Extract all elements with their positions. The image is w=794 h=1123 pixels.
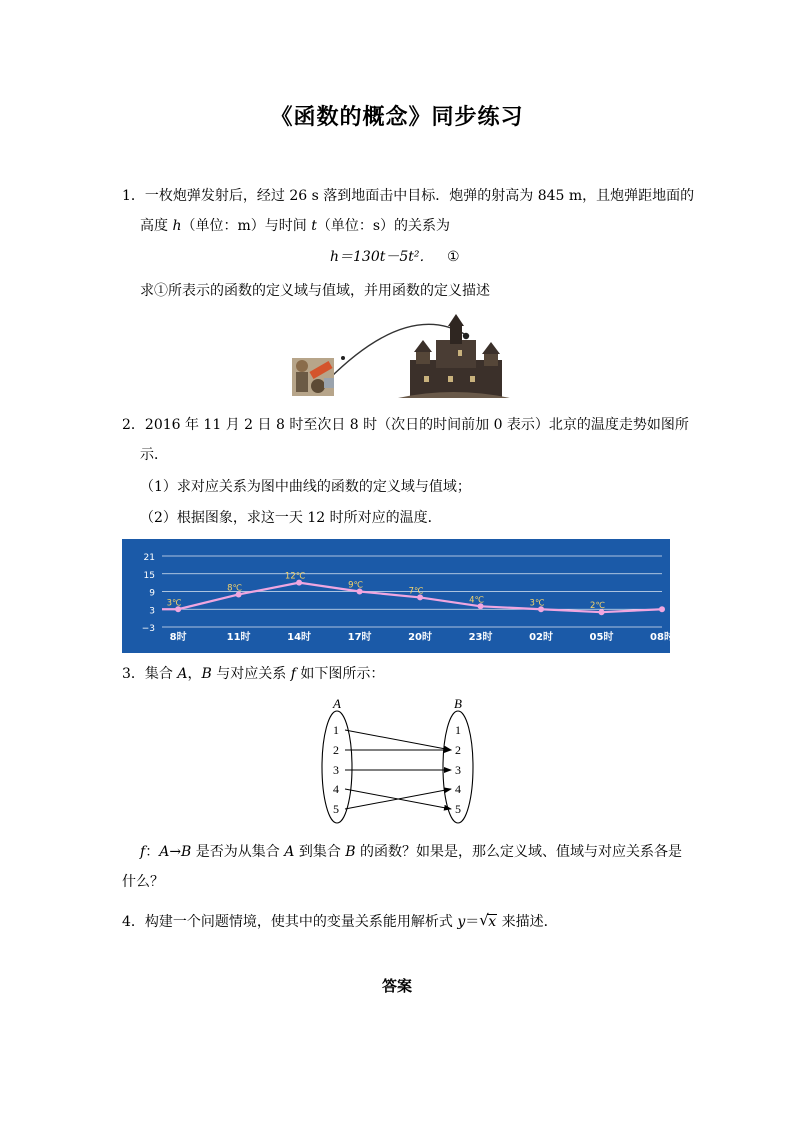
data-label: 3℃	[166, 598, 182, 609]
y-tick-label: 21	[143, 553, 155, 563]
q4-line	[122, 912, 558, 932]
q1-formula: h＝130t－5t²．	[330, 249, 434, 265]
y-tick-label: 3	[149, 606, 155, 617]
q1-text-unit-m: （单位：m）与时间	[181, 218, 312, 234]
page-title: 《函数的概念》同步练习	[270, 105, 524, 130]
q1-formula-tag: ①	[447, 249, 460, 265]
q3-q-text-2: 到集合	[294, 844, 346, 860]
q2-sub-2: （2）根据图象，求这一天 12 时所对应的温度．	[140, 510, 442, 526]
q1-var-t: t	[311, 218, 317, 234]
data-label: 4℃	[469, 595, 485, 606]
q4-text-b: 来描述．	[497, 914, 558, 930]
q3-q-f: f	[140, 844, 146, 860]
sqrt-symbol	[479, 912, 497, 932]
x-tick-label: 14时	[287, 632, 312, 643]
q3-q-A: A	[159, 844, 170, 860]
q3-q-colon: ：	[145, 844, 160, 860]
q3-q-text-1: 是否为从集合	[191, 844, 285, 860]
castle-icon	[398, 314, 510, 398]
temperature-chart-svg	[122, 539, 674, 653]
q3-text-set: 3．集合	[122, 666, 178, 682]
q3-map-f: f	[290, 666, 296, 682]
q1-line-4: 求①所表示的函数的定义域与值域，并用函数的定义描述	[140, 283, 490, 299]
shell-head	[463, 333, 469, 339]
cannon-illustration	[288, 310, 510, 400]
mapping-arrow	[345, 730, 451, 750]
q3-q-A2: A	[284, 844, 295, 860]
cannon-castle-image	[288, 310, 510, 400]
x-tick-label: 05时	[589, 632, 614, 643]
answer-heading: 答案	[381, 977, 412, 995]
set-a-label: A	[333, 696, 341, 711]
data-label: 3℃	[529, 598, 545, 609]
data-label: 8℃	[227, 583, 243, 594]
mapping-diagram-svg	[313, 695, 483, 825]
q3-question-line-2: 什么？	[122, 874, 164, 890]
q3-q-B: B	[181, 844, 192, 860]
q3-question-line-1	[140, 842, 682, 862]
q1-text-relation: （单位：s）的关系为	[316, 218, 451, 234]
data-label: 2℃	[590, 601, 606, 612]
q3-q-text-3: 的函数？如果是，那么定义域、值域与对应关系各是	[355, 844, 683, 860]
cannon-soldier-icon	[292, 358, 334, 396]
x-tick-label: 23时	[468, 632, 493, 643]
q3-set-a: A	[177, 666, 188, 682]
q3-q-B2: B	[345, 844, 356, 860]
x-tick-label: 02时	[529, 632, 553, 643]
data-label: 9℃	[348, 580, 364, 591]
set-b-element: 2	[455, 743, 461, 757]
q1-line-1: 1．一枚炮弹发射后，经过 26 s 落到地面击中目标．炮弹的射高为 845 m，且炮弹距地面的	[122, 188, 695, 204]
x-tick-label: 11时	[226, 632, 251, 643]
set-b-element: 4	[455, 782, 461, 796]
set-b-element: 3	[455, 763, 461, 777]
q1-text-height: 高度	[140, 218, 173, 234]
q3-text-figure: 如下图所示：	[295, 666, 385, 682]
x-tick-label: 20时	[408, 632, 433, 643]
set-a-element: 4	[333, 782, 339, 796]
mapping-diagram	[313, 695, 483, 825]
y-tick-label: −3	[141, 624, 155, 634]
q1-line-2	[140, 216, 450, 236]
temperature-chart	[122, 539, 674, 653]
q3-line-1	[122, 664, 384, 684]
set-b-element: 5	[455, 802, 461, 816]
q2-line-2: 示．	[140, 447, 168, 463]
set-a-element: 5	[333, 802, 339, 816]
x-tick-label: 17时	[347, 632, 372, 643]
q2-sub-1: （1）求对应关系为图中曲线的函数的定义域与值域；	[140, 479, 471, 495]
x-tick-label: 08时	[650, 632, 674, 643]
q3-q-arrow: →	[169, 844, 182, 860]
set-b-label: B	[454, 696, 462, 711]
set-a-element: 2	[333, 743, 339, 757]
q3-set-b: B	[201, 666, 212, 682]
set-a-element: 1	[333, 723, 339, 737]
data-label: 12℃	[284, 571, 306, 582]
q4-text-a: 4．构建一个问题情境，使其中的变量关系能用解析式	[122, 914, 458, 930]
y-tick-label: 9	[149, 588, 155, 599]
radical-sign-icon: √	[479, 911, 489, 929]
set-b-element: 1	[455, 723, 461, 737]
shell-dot	[341, 356, 345, 360]
data-point	[659, 606, 665, 612]
x-tick-label: 8时	[169, 632, 187, 643]
q2-line-1: 2．2016 年 11 月 2 日 8 时至次日 8 时（次日的时间前加 0 表示）北京的温度走势如图所	[122, 417, 689, 433]
q3-text-and: 与对应关系	[211, 666, 291, 682]
q3-comma: ，	[187, 666, 202, 682]
q4-eq: ＝	[465, 914, 480, 930]
q4-var-x: x	[488, 914, 497, 930]
set-a-element: 3	[333, 763, 339, 777]
q4-var-y: y	[457, 914, 466, 930]
y-tick-label: 15	[143, 570, 155, 581]
q1-var-h: h	[172, 218, 182, 234]
data-label: 7℃	[408, 586, 424, 597]
